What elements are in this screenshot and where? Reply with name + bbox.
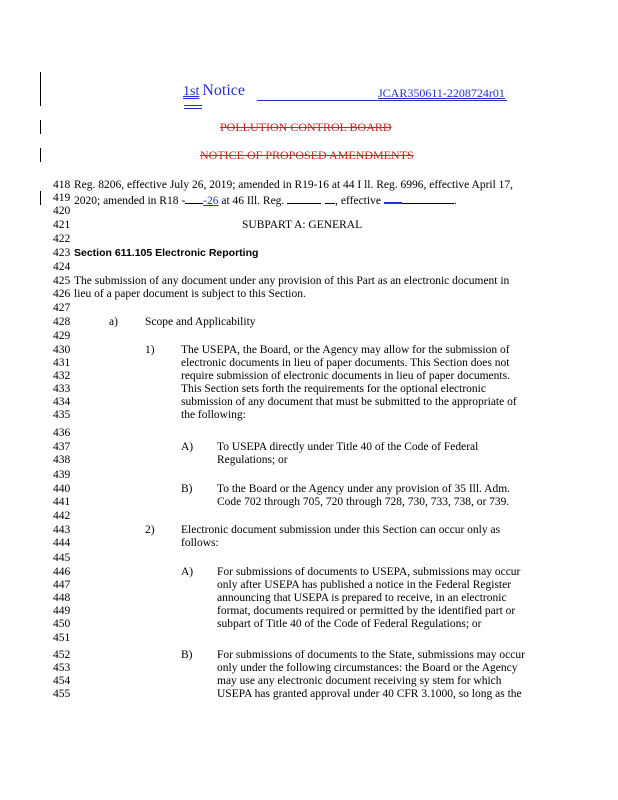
line-number: 420 xyxy=(53,205,71,217)
item-1B-label: B) xyxy=(181,483,193,495)
section-heading: Section 611.105 Electronic Reporting xyxy=(74,247,259,259)
change-bar xyxy=(40,148,41,162)
item-1A-label: A) xyxy=(181,441,194,453)
line-number: 433 xyxy=(53,383,71,395)
subpart-heading: SUBPART A: GENERAL xyxy=(242,219,363,231)
line-number: 427 xyxy=(53,302,71,314)
line-number: 455 xyxy=(53,688,71,700)
line-number: 444 xyxy=(53,537,71,549)
line-number: 454 xyxy=(53,675,71,687)
line-number: 452 xyxy=(53,649,71,661)
line-number: 435 xyxy=(53,409,71,421)
change-bar xyxy=(40,191,41,205)
line-number: 447 xyxy=(53,579,71,591)
source-note-line2: 2020; amended in R18 - -26 at 46 Ill. Reg. , effective . xyxy=(74,192,457,208)
line-number: 425 xyxy=(53,275,71,287)
line-number: 419 xyxy=(53,192,71,204)
line-number: 442 xyxy=(53,510,71,522)
notice-header xyxy=(183,84,245,98)
line-number: 445 xyxy=(53,552,71,564)
line-number: 426 xyxy=(53,288,71,300)
line-number: 453 xyxy=(53,662,71,674)
line-number: 440 xyxy=(53,483,71,495)
line-number: 429 xyxy=(53,330,71,342)
line-number: 422 xyxy=(53,233,71,245)
board-name: POLLUTION CONTROL BOARD xyxy=(220,120,392,134)
subsection-a-label: a) xyxy=(109,316,118,328)
line-number: 449 xyxy=(53,605,71,617)
line-number: 431 xyxy=(53,357,71,369)
item-2-label: 2) xyxy=(145,524,155,536)
notice-double-rule xyxy=(184,105,202,109)
line-number: 418 xyxy=(53,179,71,191)
line-number: 421 xyxy=(53,219,71,231)
notice-subject: NOTICE OF PROPOSED AMENDMENTS xyxy=(200,148,414,162)
notice-title: Notice xyxy=(202,82,245,99)
line-number: 448 xyxy=(53,592,71,604)
notice-underline xyxy=(257,100,507,101)
intro-line: lieu of a paper document is subject to this Section. xyxy=(74,288,306,300)
source-note-line1: Reg. 8206, effective July 26, 2019; amended in R19-16 at 44 I ll. Reg. 6996, effective April 17, xyxy=(74,179,514,191)
line-number: 439 xyxy=(53,469,71,481)
item-2B-label: B) xyxy=(181,649,193,661)
item-1-label: 1) xyxy=(145,344,155,356)
line-number: 428 xyxy=(53,316,71,328)
line-number: 432 xyxy=(53,370,71,382)
change-bar xyxy=(40,72,41,106)
line-number: 446 xyxy=(53,566,71,578)
line-number: 434 xyxy=(53,396,71,408)
line-number: 423 xyxy=(53,247,71,259)
intro-line: The submission of any document under any provision of this Part as an electronic document in xyxy=(74,275,510,287)
line-number: 437 xyxy=(53,441,71,453)
change-bar xyxy=(40,120,41,134)
item-2A-label: A) xyxy=(181,566,194,578)
line-number: 438 xyxy=(53,454,71,466)
notice-superscript: 1st xyxy=(183,84,200,99)
line-number: 436 xyxy=(53,427,71,439)
line-number: 443 xyxy=(53,524,71,536)
line-number: 450 xyxy=(53,618,71,630)
line-number: 441 xyxy=(53,496,71,508)
line-number: 424 xyxy=(53,261,71,273)
subsection-a-title: Scope and Applicability xyxy=(145,316,256,328)
line-number: 451 xyxy=(53,632,71,644)
line-number: 430 xyxy=(53,344,71,356)
notice-id: JCAR350611-2208724r01 xyxy=(378,86,505,100)
